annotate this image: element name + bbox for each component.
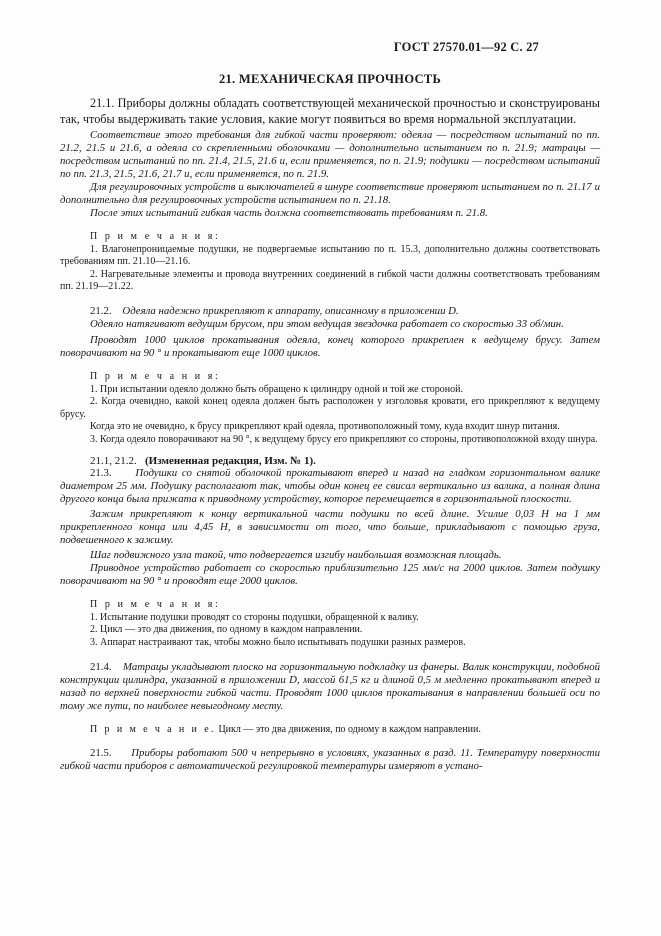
- notes-2-item: Когда это не очевидно, к брусу прикрепляют край одеяла, противоположный тому, куда входит шнур питания.: [90, 421, 560, 433]
- document-body: [60, 96, 600, 773]
- note-4-text: Цикл — это два движения, по одному в каждом направлении.: [218, 723, 481, 735]
- notes-1-item: 2. Нагревательные элементы и провода внутренних соединений в гибкой части должны соответствовать требованиям пп. 21.19—21.22.: [60, 268, 600, 293]
- notes-1-item: 1. Влагонепроницаемые подушки, не подвергаемые испытанию по п. 15.3, дополнительно должны соответствовать требованиям пп. 21.10—21.16.: [60, 243, 600, 268]
- page-header: ГОСТ 27570.01—92 С. 27: [393, 40, 539, 54]
- clause-21-3-line: Зажим прикрепляют к концу вертикальной части подушки по всей длине. Усилие 0,03 Н на 1 мм прикрепленного конца или 4,45 Н, в зависимости от того, что больше, прикладывают с помощью груза, подвешенного к зажиму.: [60, 508, 600, 547]
- clause-21-1: 21.1. Приборы должны обладать соответствующей механической прочностью и сконструированы так, чтобы выдерживать такие условия, какие могут появиться во время нормальной эксплуатации.: [60, 96, 600, 126]
- clause-21-3-number: 21.3.: [90, 467, 112, 480]
- clause-21-1-check: Соответствие этого требования для гибкой части проверяют: одеяла — посредством испытаний по пп. 21.2, 21.5 и 21.6, а одеяла со скрепленными оболочками — дополнительно испытанием по п. 21.9; матрацы — посредством испытаний по пп. 21.4, 21.5, 21.6 и, если применяется, по п. 21.9; подушки — посредством испытаний по пп. 21.3, 21.5, 21.6, 21.7 и, если применяется, по п. 21.9.: [60, 129, 600, 180]
- clause-21-3: [60, 467, 600, 506]
- notes-2-item: 2. Когда очевидно, какой конец одеяла должен быть расположен у изголовья кровати, его прикрепляют к ведущему брусу.: [60, 396, 600, 420]
- clause-21-1-switch: Для регулировочных устройств и выключателей в шнуре соответствие проверяют испытанием по п. 21.17 и дополнительно для регулировочных устройств испытанием по п. 21.18.: [60, 181, 600, 206]
- notes-2-heading: П р и м е ч а н и я:: [90, 370, 221, 382]
- clause-21-2-text: Одеяла надежно прикрепляют к аппарату, описанному в приложении D.: [122, 304, 459, 317]
- clause-21-4-number: 21.4.: [90, 660, 112, 673]
- clause-21-5: [60, 747, 600, 773]
- amendment-text: (Измененная редакция, Изм. № 1).: [145, 454, 316, 467]
- notes-2-item: 1. При испытании одеяло должно быть обращено к цилиндру одной и той же стороной.: [90, 383, 463, 395]
- clause-21-5-number: 21.5.: [90, 747, 112, 760]
- clause-21-2-number: 21.2.: [90, 304, 112, 317]
- clause-21-2-line: Одеяло натягивают ведущим брусом, при этом ведущая звездочка работает со скоростью 33 об/мин.: [90, 317, 564, 330]
- notes-3-item: 3. Аппарат настраивают так, чтобы можно было испытывать подушки разных размеров.: [90, 636, 466, 648]
- note-4: [60, 724, 600, 737]
- amendment-number: 21.1, 21.2.: [90, 454, 137, 467]
- clause-21-1-after: После этих испытаний гибкая часть должна соответствовать требованиям п. 21.8.: [90, 207, 488, 219]
- clause-21-2: [60, 305, 600, 318]
- amendment-note: [60, 455, 600, 468]
- clause-21-4: [60, 661, 600, 713]
- clause-21-2-line: Проводят 1000 циклов прокатывания одеяла, конец которого прикреплен к ведущему брусу. Затем поворачивают на 90 ° и прокатывают еще 1000 циклов.: [60, 333, 600, 359]
- notes-3-heading: П р и м е ч а н и я:: [90, 599, 221, 611]
- clause-21-3-line: Приводное устройство работает со скоростью приблизительно 125 мм/с на 2000 циклов. Затем подушку поворачивают на 90 ° и проводят еще 2000 циклов.: [60, 562, 600, 588]
- clause-21-3-line: Шаг подвижного узла такой, что подвергается изгибу наибольшая возможная площадь.: [90, 549, 502, 562]
- notes-2-item: 3. Когда одеяло поворачивают на 90 °, к ведущему брусу его прикрепляют со стороны, противоположной входу шнура.: [90, 433, 598, 445]
- clause-21-4-text: Матрацы укладывают плоско на горизонтальную подкладку из фанеры. Валик конструкции, подобной конструкции цилиндра, указанной в приложении D, массой 61,5 кг и длиной 0,5 м медленно прокатывают вперед и назад по верхней поверхности гибкой части. Проводят 1000 циклов прокатывания в направлении большей оси по тому же пути, по наиболее невыгодному месту.: [60, 660, 600, 712]
- notes-3-item: 1. Испытание подушки проводят со стороны подушки, обращенной к валику.: [90, 611, 419, 623]
- notes-3-item: 2. Цикл — это два движения, по одному в каждом направлении.: [90, 624, 363, 636]
- clause-21-3-text: Подушки со снятой оболочкой прокатывают вперед и назад на гладком горизонтальном валике диаметром 25 мм. Подушку располагают так, чтобы один конец ее свисал вертикально из валика, а полная длина другого конца была прижата к приводному устройству, которое перемещается в горизонтальной плоскости.: [60, 467, 600, 506]
- note-4-heading: П р и м е ч а н и е.: [90, 723, 216, 735]
- notes-1-heading: П р и м е ч а н и я:: [90, 231, 221, 242]
- section-title: 21. МЕХАНИЧЕСКАЯ ПРОЧНОСТЬ: [218, 72, 442, 86]
- clause-21-5-text: Приборы работают 500 ч непрерывно в условиях, указанных в разд. 11. Температуру поверхности гибкой части приборов с автоматической регулировкой температуры измеряют в устано-: [60, 747, 600, 773]
